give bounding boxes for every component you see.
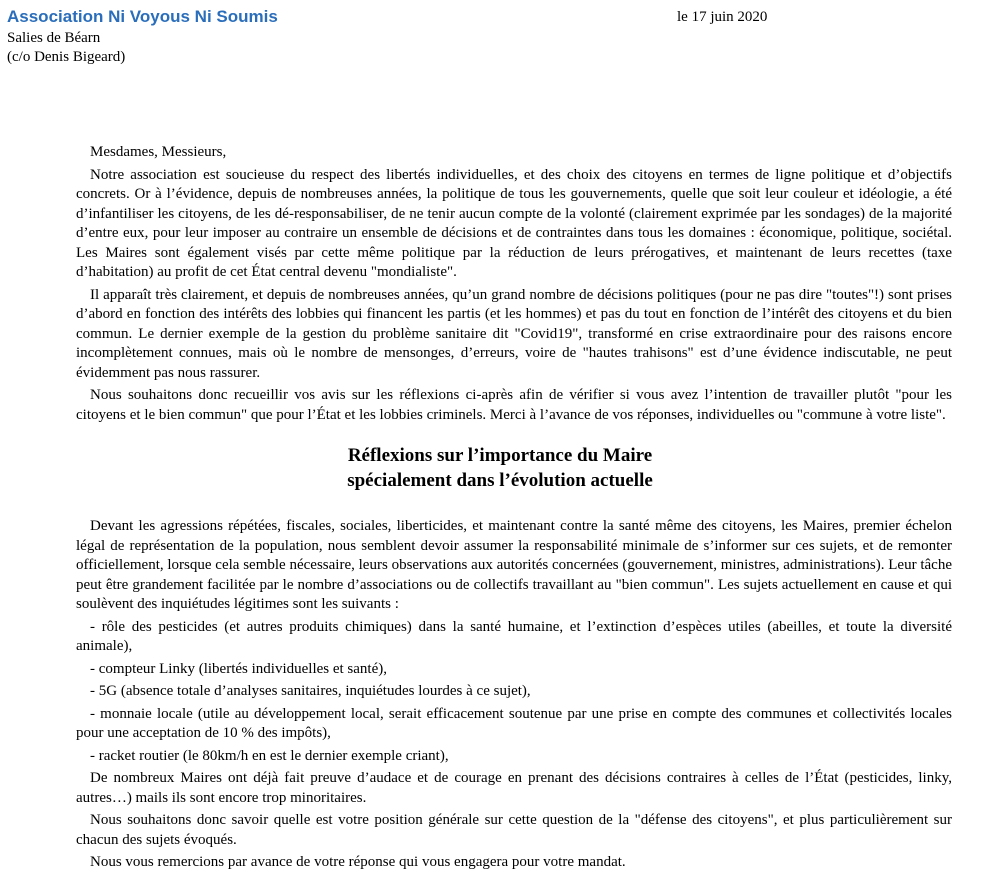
list-item: - monnaie locale (utile au développement local, serait efficacement soutenue par une prise en compte des communes et collectivités locales pour une acceptation de 10 % des impôts),	[76, 705, 952, 741]
letter-body	[76, 143, 952, 425]
mayors-paragraph: De nombreux Maires ont déjà fait preuve d’audace et de courage en prenant des décisions contraires à celles de l’État (pesticides, linky, autres…) mails ils sont encore trop minoritaires.	[76, 770, 952, 806]
list-item: - racket routier (le 80km/h en est le dernier exemple criant),	[90, 747, 449, 764]
lobbies-paragraph: Il apparaît très clairement, et depuis de nombreuses années, qu’un grand nombre de décisions politiques (pour ne pas dire "toutes"!) sont prises d’abord en fonction des intérêts des lobbies qui financent les partis (et les hommes) et pas du tout en fonction de l’intérêt des citoyens et du bien commun. Le dernier exemple de la gestion du problème sanitaire dit "Covid19", transformé en crise extraordinaire pour des raisons encore incomplètement connues, mais où le nombre de mensonges, d’erreurs, voire de "hautes trahisons" est d’une évidence indiscutable, ne peut évidemment pas nous rassurer.	[76, 286, 952, 381]
salutation: Mesdames, Messieurs,	[90, 144, 227, 160]
sender-contact: (c/o Denis Bigeard)	[7, 49, 126, 65]
sender-city: Salies de Béarn	[7, 30, 101, 46]
section-title-line-1: Réflexions sur l’importance du Maire	[347, 445, 653, 466]
intro-paragraph: Notre association est soucieuse du respect des libertés individuelles, et des choix des citoyens en termes de ligne politique et d’objectifs concrets. Or à l’évidence, depuis de nombreuses années, la politique de tous les gouvernements, quelle que soit leur couleur et idéologie, a été d’infantiliser les citoyens, de les dé-responsabiliser, de ne tenir aucun compte de la volonté (clairement exprimée par les sondages) de la majorité d’entre eux, pour leur imposer au contraire un ensemble de décisions et de contraintes dans tous les domaines : économique, politique, sociétal. Les Maires sont également visés par cette même politique par la réduction de leurs prérogatives, et maintenant de leurs recettes (taxe d’habitation) au profit de cet État central devenu "mondialiste".	[76, 166, 952, 280]
context-paragraph: Devant les agressions répétées, fiscales, sociales, liberticides, et maintenant contre la santé même des citoyens, les Maires, premier échelon légal de représentation de la population, nous semblent devoir assumer la responsabilité minimale de s’informer sur ces sujets, et de remonter officiellement, lorsque cela semble nécessaire, leurs observations aux autorités concernées (gouvernement, ministres, administrations). Leur tâche peut être grandement facilitée par le nombre d’associations ou de collectifs travaillant au "bien commun". Les sujets actuellement en cause et qui soulèvent des inquiétudes légitimes sont les suivants :	[76, 518, 952, 612]
list-item: - rôle des pesticides (et autres produits chimiques) dans la santé humaine, et l’extinction d’espèces utiles (abeilles, et toute la diversité animale),	[76, 618, 952, 654]
section-title-line-2: spécialement dans l’évolution actuelle	[347, 470, 653, 491]
list-item: - compteur Linky (libertés individuelles et santé),	[90, 660, 387, 677]
letter-date: le 17 juin 2020	[677, 9, 768, 25]
request-paragraph: Nous souhaitons donc recueillir vos avis sur les réflexions ci-après afin de vérifier si vous avez l’intention de travailler plutôt "pour les citoyens et le bien commun" que pour l’État et les lobbies criminels. Merci à l’avance de vos réponses, individuelles ou "commune à votre liste".	[76, 387, 952, 423]
organization-name: Association Ni Voyous Ni Soumis	[7, 7, 278, 26]
closing-paragraph: Nous vous remercions par avance de votre réponse qui vous engagera pour votre mandat.	[90, 854, 626, 870]
section-body	[76, 517, 952, 873]
position-paragraph: Nous souhaitons donc savoir quelle est votre position générale sur cette question de la "défense des citoyens", et plus particulièrement sur chacun des sujets évoqués.	[76, 812, 952, 848]
list-item: - 5G (absence totale d’analyses sanitaires, inquiétudes lourdes à ce sujet),	[90, 683, 531, 699]
section-title	[76, 443, 924, 493]
